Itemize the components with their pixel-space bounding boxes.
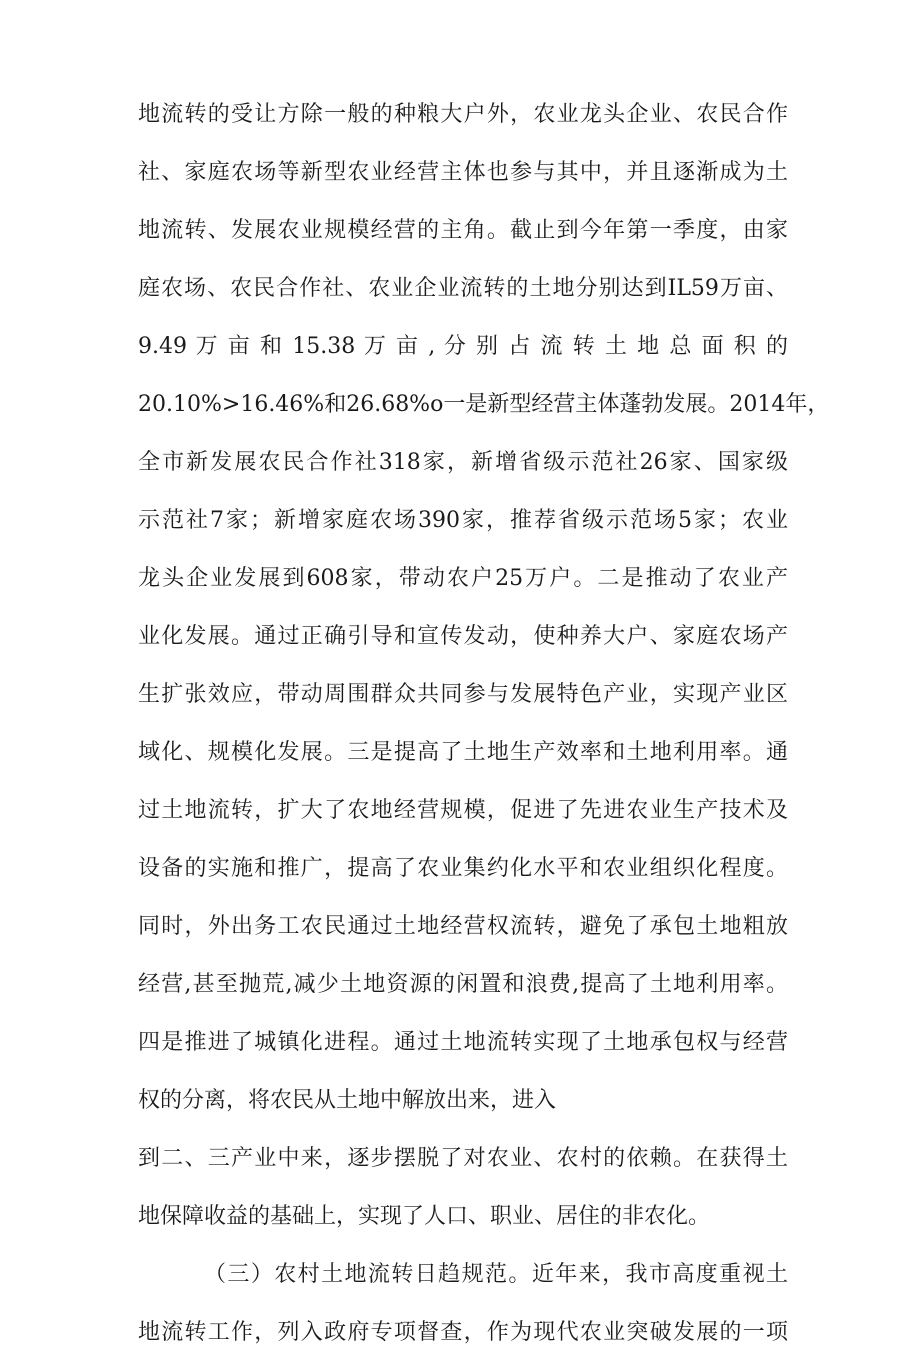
text-line-11: 生扩张效应，带动周围群众共同参与发展特色产业，实现产业区 bbox=[138, 682, 788, 707]
text-line-18: 权的分离，将农民从土地中解放出来，进入 bbox=[138, 1088, 557, 1113]
text-line-2: 社、家庭农场等新型农业经营主体也参与其中，并且逐渐成为土 bbox=[138, 160, 788, 185]
body-text bbox=[138, 86, 830, 1362]
text-line-13: 过土地流转，扩大了农地经营规模，促进了先进农业生产技术及 bbox=[138, 798, 788, 823]
text-line-4: 庭农场、农民合作社、农业企业流转的土地分别达到IL59万亩、 bbox=[138, 276, 788, 301]
text-line-17: 四是推进了城镇化进程。通过土地流转实现了土地承包权与经营 bbox=[138, 1030, 788, 1055]
text-line-9: 龙头企业发展到608家，带动农户25万户。二是推动了农业产 bbox=[138, 566, 788, 591]
section-heading-3: （三）农村土地流转日趋规范。近年来，我市高度重视土 bbox=[204, 1262, 788, 1287]
text-line-6: 20.10%>16.46%和26.68%o一是新型经营主体蓬勃发展。2014年， bbox=[138, 392, 830, 417]
text-line-14: 设备的实施和推广，提高了农业集约化水平和农业组织化程度。 bbox=[138, 856, 788, 881]
text-line-20: 地保障收益的基础上，实现了人口、职业、居住的非农化。 bbox=[138, 1204, 711, 1229]
text-line-10: 业化发展。通过正确引导和宣传发动，使种养大户、家庭农场产 bbox=[138, 624, 788, 649]
text-line-8: 示范社7家；新增家庭农场390家，推荐省级示范场5家；农业 bbox=[138, 508, 788, 533]
text-line-7: 全市新发展农民合作社318家，新增省级示范社26家、国家级 bbox=[138, 450, 788, 475]
text-line-15: 同时，外出务工农民通过土地经营权流转，避免了承包土地粗放 bbox=[138, 914, 788, 939]
text-line-22: 地流转工作，列入政府专项督查，作为现代农业突破发展的一项 bbox=[138, 1320, 788, 1345]
text-line-3: 地流转、发展农业规模经营的主角。截止到今年第一季度，由家 bbox=[138, 218, 788, 243]
text-line-5: 9.49 万 亩 和 15.38 万 亩 , 分 别 占 流 转 土 地 总 面 积 的 bbox=[138, 334, 788, 359]
text-line-1: 地流转的受让方除一般的种粮大户外，农业龙头企业、农民合作 bbox=[138, 102, 788, 127]
text-line-12: 域化、规模化发展。三是提高了土地生产效率和土地利用率。通 bbox=[138, 740, 788, 765]
text-line-16: 经营,甚至抛荒,减少土地资源的闲置和浪费,提高了土地利用率。 bbox=[138, 972, 788, 997]
text-line-19: 到二、三产业中来，逐步摆脱了对农业、农村的依赖。在获得土 bbox=[138, 1146, 788, 1171]
